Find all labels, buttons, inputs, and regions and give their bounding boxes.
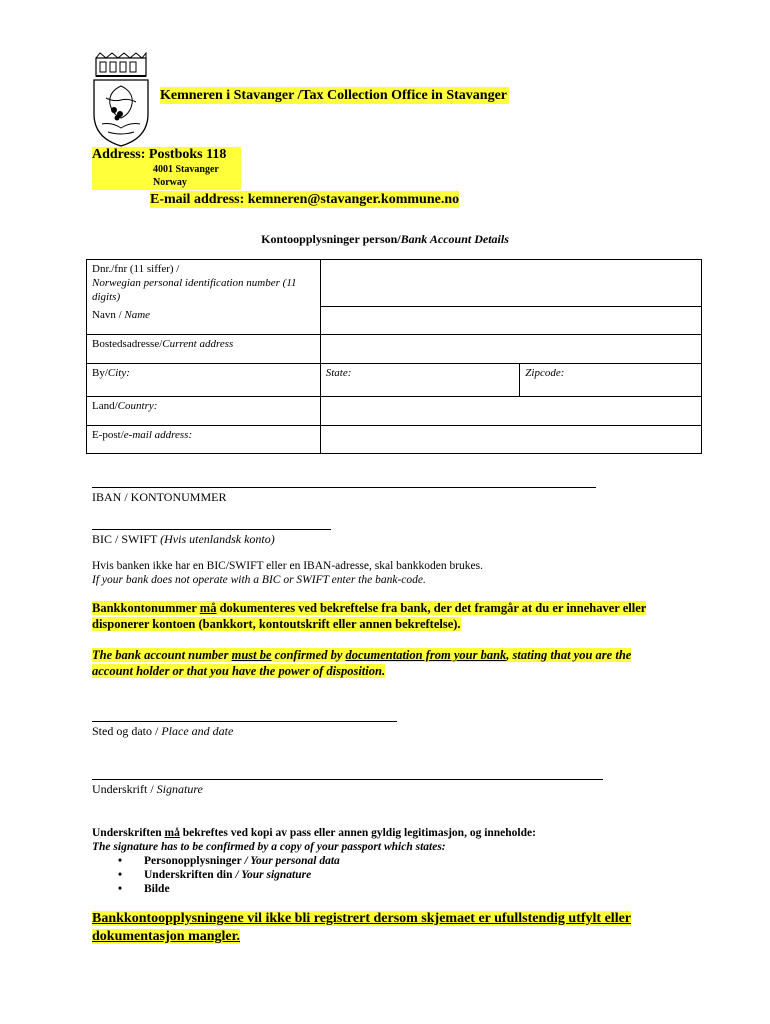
office-title: Kemneren i Stavanger /Tax Collection Office in Stavanger xyxy=(160,88,507,103)
place-date-input-line[interactable] xyxy=(92,721,397,722)
name-label-cell: Navn / Name xyxy=(87,306,321,334)
country-field[interactable] xyxy=(320,396,701,425)
coat-of-arms-logo xyxy=(88,52,154,148)
signature-requirements-list xyxy=(118,854,712,896)
table-row xyxy=(87,425,702,453)
address-country: Norway xyxy=(153,177,187,188)
doc-requirement-norwegian: Bankkontonummer må dokumenteres ved bekreftelse fra bank, der det framgår at du er innehaver eller disponerer kontoen (bankkort, kontoutskrift eller annen bekreftelse). xyxy=(92,601,647,631)
signature-note xyxy=(92,826,712,896)
bankcode-note: Hvis banken ikke har en BIC/SWIFT eller en IBAN-adresse, skal bankkoden brukes. If your bank does not operate with a BIC or SWIFT enter the bank-code. xyxy=(92,560,484,586)
list-item: • Personopplysninger / Your personal data xyxy=(118,854,712,868)
bic-label: BIC / SWIFT (Hvis utenlandsk konto) xyxy=(92,532,275,546)
iban-input-line[interactable] xyxy=(92,487,596,488)
current-address-field[interactable] xyxy=(320,334,701,363)
table-row xyxy=(87,363,702,396)
zipcode-field[interactable]: Zipcode: xyxy=(520,363,702,396)
email-field[interactable] xyxy=(320,425,701,453)
table-row xyxy=(87,306,702,334)
signature-note-english: The signature has to be confirmed by a copy of your passport which states: xyxy=(92,841,446,853)
address-label-cell: Bostedsadresse/Current address xyxy=(87,334,321,363)
signature-note-norwegian: Underskriften må bekreftes ved kopi av pass eller annen gyldig legitimasjon, og inneholde: xyxy=(92,827,536,839)
state-field[interactable]: State: xyxy=(320,363,520,396)
list-item: • Bilde xyxy=(118,882,712,896)
place-date-label: Sted og dato / Place and date xyxy=(92,724,234,738)
email-line: E-mail address: kemneren@stavanger.kommune.no xyxy=(150,192,460,207)
address-block xyxy=(92,147,241,190)
table-row xyxy=(87,260,702,307)
table-row xyxy=(87,396,702,425)
footer-warning: Bankkontoopplysningene vil ikke bli registrert dersom skjemaet er ufullstendig utfylt eller dokumentasjon mangler. xyxy=(92,911,632,944)
name-field[interactable] xyxy=(320,306,701,334)
signature-label: Underskrift / Signature xyxy=(92,782,203,796)
signature-input-line[interactable] xyxy=(92,779,603,780)
bic-input-line[interactable] xyxy=(92,529,331,530)
iban-label: IBAN / KONTONUMMER xyxy=(92,490,227,504)
doc-requirement-english: The bank account number must be confirmed by documentation from your bank, stating that you are the account holder or that you have the power of disposition. xyxy=(92,648,632,678)
personal-details-table xyxy=(86,259,702,454)
id-number-field[interactable] xyxy=(320,260,701,307)
address-line: Address: Postboks 118 xyxy=(92,147,227,162)
id-label-cell: Dnr./fnr (11 siffer) / Norwegian personal identification number (11 digits) xyxy=(87,260,321,307)
address-city: 4001 Stavanger xyxy=(153,164,219,175)
form-title: Kontoopplysninger person/Bank Account Details xyxy=(261,232,509,246)
email-label-cell: E-post/e-mail address: xyxy=(87,425,321,453)
list-item: • Underskriften din / Your signature xyxy=(118,868,712,882)
table-row xyxy=(87,334,702,363)
country-label-cell: Land/Country: xyxy=(87,396,321,425)
city-field[interactable]: By/City: xyxy=(87,363,321,396)
